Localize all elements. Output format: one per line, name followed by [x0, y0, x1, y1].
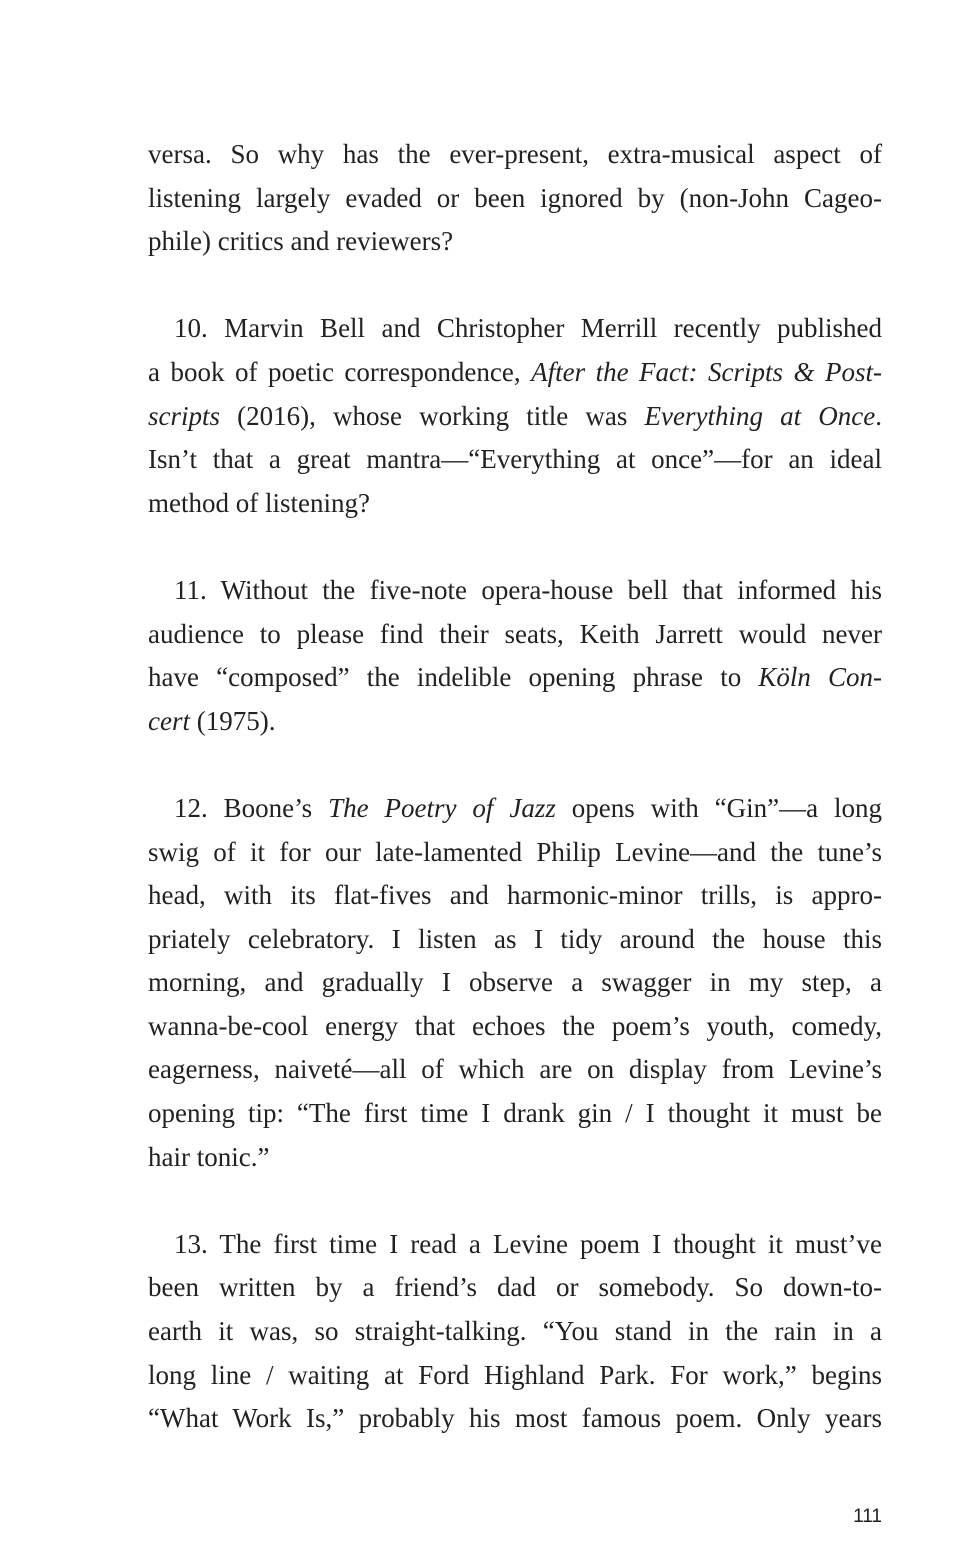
text-line	[148, 395, 882, 439]
text-line: long line / waiting at Ford Highland Park. For work,” begins	[148, 1359, 882, 1390]
text-run: (1975).	[189, 705, 276, 736]
album-title: Köln Con-	[758, 662, 882, 693]
text-line: eagerness, naiveté—all of which are on display from Levine’s	[148, 1054, 882, 1085]
text-run: a book of poetic correspondence,	[148, 356, 532, 387]
album-title: cert	[148, 705, 190, 736]
paragraph-10	[148, 307, 882, 525]
text-run: (2016), whose working title was	[220, 400, 645, 431]
text-run: 12. Boone’s	[174, 792, 329, 823]
text-line	[148, 700, 882, 744]
text-line	[148, 656, 882, 700]
text-line: versa. So why has the ever-present, extra-musical aspect of	[148, 139, 882, 169]
text-line	[148, 787, 882, 831]
text-line: opening tip: “The first time I drank gin / I thought it must be	[148, 1098, 882, 1129]
paragraph-11	[148, 569, 882, 743]
text-line: method of listening?	[148, 487, 370, 518]
text-run: have “composed” the indelible opening phrase to	[148, 662, 759, 693]
paragraph-13	[148, 1223, 882, 1441]
text-line: Isn’t that a great mantra—“Everything at once”—for an ideal	[148, 444, 882, 475]
text-line: phile) critics and reviewers?	[148, 226, 454, 257]
text-line: audience to please find their seats, Keith Jarrett would never	[148, 618, 882, 649]
text-line: listening largely evaded or been ignored by (non-John Cageo-	[148, 182, 882, 213]
text-line: earth it was, so straight-talking. “You stand in the rain in a	[148, 1316, 882, 1347]
paragraph-continuation	[148, 133, 882, 264]
body-text	[148, 133, 882, 1441]
text-line: priately celebratory. I listen as I tidy around the house this	[148, 923, 882, 954]
text-line: “What Work Is,” probably his most famous poem. Only years	[148, 1403, 882, 1434]
text-line: hair tonic.”	[148, 1141, 270, 1172]
text-run: .	[875, 400, 882, 431]
text-line: 13. The first time I read a Levine poem I thought it must’ve	[174, 1228, 882, 1259]
text-line: 11. Without the five-note opera-house bell that informed his	[174, 574, 882, 605]
text-line: been written by a friend’s dad or somebody. So down-to-	[148, 1272, 882, 1303]
working-title: Everything at Once	[644, 400, 876, 431]
text-line: wanna-be-cool energy that echoes the poem’s youth, comedy,	[148, 1010, 882, 1041]
text-line	[148, 351, 882, 395]
book-title: After the Fact: Scripts & Post-	[531, 356, 882, 387]
text-line: head, with its flat-fives and harmonic-minor trills, is appro-	[148, 880, 882, 911]
text-line: swig of it for our late-lamented Philip Levine—and the tune’s	[148, 836, 882, 867]
book-title: scripts	[148, 400, 221, 431]
text-line: morning, and gradually I observe a swagger in my step, a	[148, 967, 882, 998]
text-line: 10. Marvin Bell and Christopher Merrill recently published	[174, 313, 882, 344]
text-run: opens with “Gin”—a long	[555, 792, 882, 823]
paragraph-12	[148, 787, 882, 1179]
book-title: The Poetry of Jazz	[328, 792, 556, 823]
page-number: 111	[853, 1506, 882, 1527]
